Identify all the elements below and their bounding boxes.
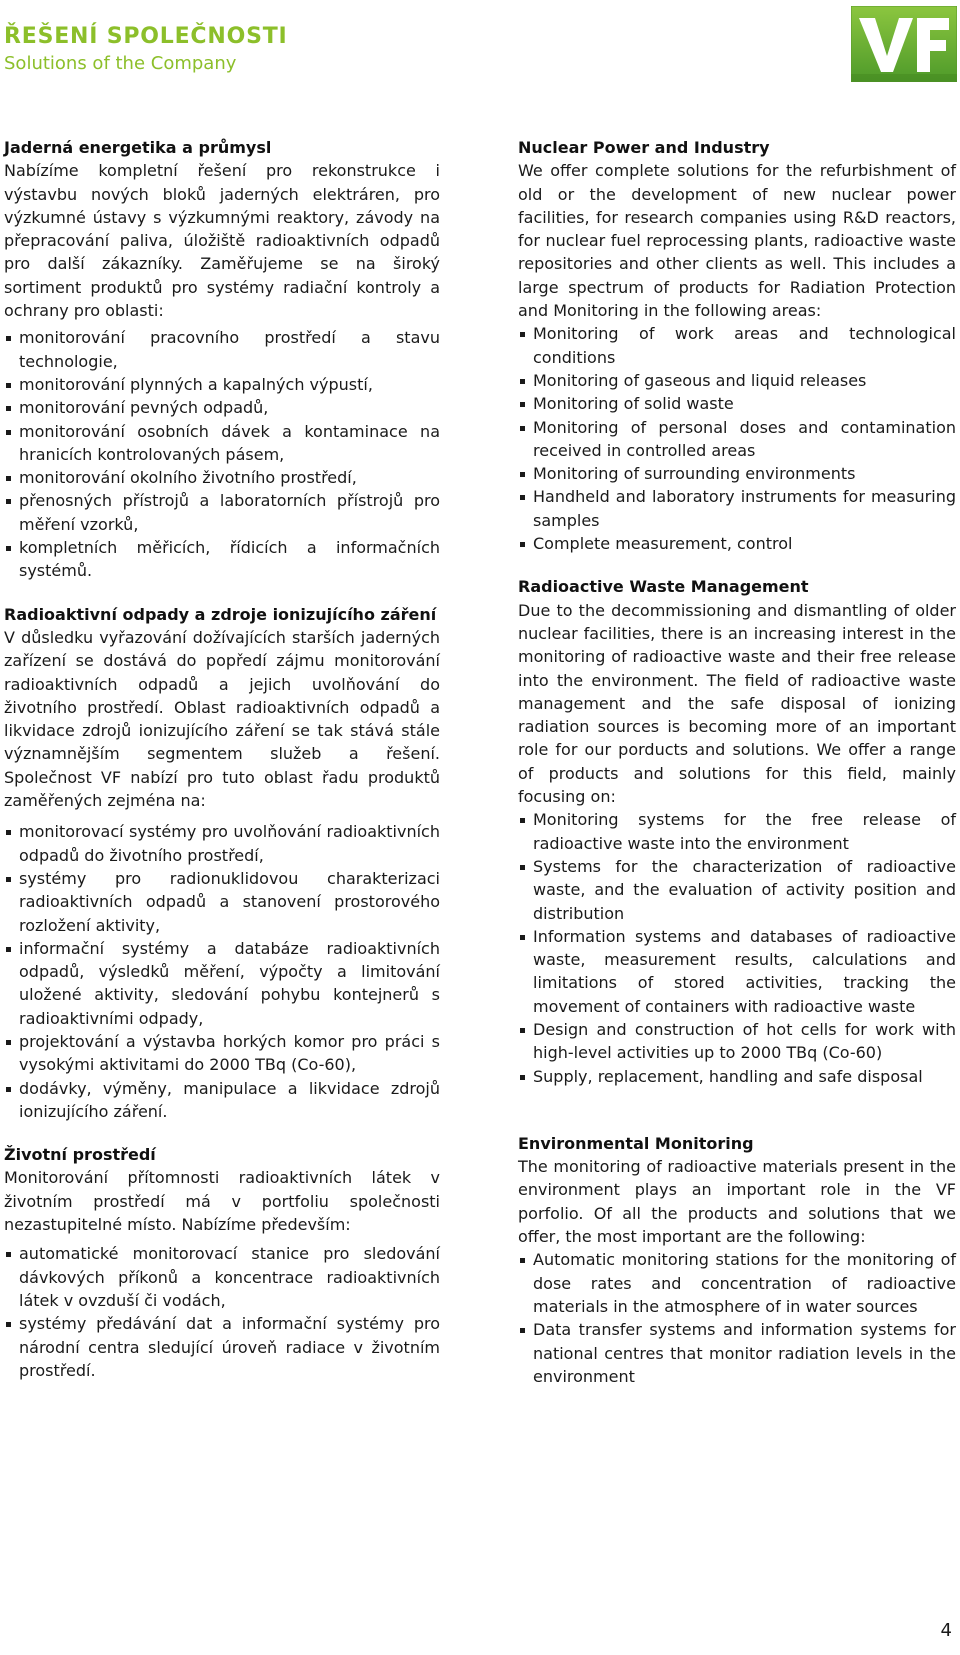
section-title: Radioaktivní odpady a zdroje ionizujícího záření <box>4 604 437 624</box>
list-item: Monitoring of personal doses and contamination received in controlled areas <box>518 416 956 463</box>
list-item: dodávky, výměny, manipulace a likvidace zdrojů ionizujícího záření. <box>4 1077 440 1124</box>
list-item: monitorovací systémy pro uvolňování radioaktivních odpadů do životního prostředí, <box>4 820 440 867</box>
section-nuclear-cz <box>4 136 440 583</box>
list-item: monitorování pevných odpadů, <box>4 396 440 419</box>
list-item: projektování a výstavba horkých komor pro práci s vysokými aktivitami do 2000 TBq (Co-60), <box>4 1030 440 1077</box>
list-item: kompletních měřicích, řídicích a informačních systémů. <box>4 536 440 583</box>
section-text: The monitoring of radioactive materials present in the environment plays an important role in the VF porfolio. Of all the products and solutions that we offer, the most important are the following: <box>518 1157 956 1247</box>
section-nuclear-en <box>518 136 956 555</box>
list-item: systémy předávání dat a informační systémy pro národní centra sledující úroveň radiace v životním prostředí. <box>4 1312 440 1382</box>
list-item: Monitoring of gaseous and liquid releases <box>518 369 956 392</box>
list-item: Monitoring of work areas and technological conditions <box>518 322 956 369</box>
list-item: monitorování okolního životního prostředí, <box>4 466 440 489</box>
section-text: V důsledku vyřazování dožívajících starších jaderných zařízení se dostává do popředí zájmu monitorování radioaktivních odpadů a jejich uvolňování do životního prostředí. Oblast radioaktivních odpadů a likvidace zdrojů ionizujícího záření se tak stává stále významnějším segmentem služeb a řešení. Společnost VF nabízí pro tuto oblast řadu produktů zaměřených zejména na: <box>4 627 440 811</box>
section-title: Nuclear Power and Industry <box>518 138 770 157</box>
list-item: Monitoring of surrounding environments <box>518 462 956 485</box>
section-title: Životní prostředí <box>4 1145 156 1165</box>
list-item: monitorování pracovního prostředí a stavu technologie, <box>4 326 440 373</box>
list-item: automatické monitorovací stanice pro sledování dávkových příkonů a koncentrace radioaktivních látek v ovzduší či vodách, <box>4 1242 440 1312</box>
list-item: Automatic monitoring stations for the monitoring of dose rates and concentration of radioactive materials in the atmosphere of in water sources <box>518 1248 956 1318</box>
list-item: Monitoring systems for the free release of radioactive waste into the environment <box>518 808 956 855</box>
list-item: informační systémy a databáze radioaktivních odpadů, výsledků měření, výpočty a limitování uložené aktivity, sledování pohybu kontejnerů s radioaktivními odpady, <box>4 937 440 1030</box>
section-text: Nabízíme kompletní řešení pro rekonstrukce i výstavbu nových bloků jaderných elektráren, pro výzkumné ústavy s výzkumnými reaktory, závody na přepracování paliva, úložiště radioaktivních odpadů pro další zákazníky. Zaměřujeme se na široký sortiment produktů pro systémy radiační kontroly a ochrany pro oblasti: <box>4 161 440 321</box>
section-text: We offer complete solutions for the refurbishment of old or the development of new nuclear power facilities, for research companies using R&D reactors, for nuclear fuel reprocessing plants, radioactive waste repositories and other clients as well. This includes a large spectrum of products for Radiation Protection and Monitoring in the following areas: <box>518 161 956 321</box>
right-column <box>518 136 956 1388</box>
section-title: Radioactive Waste Management <box>518 577 809 597</box>
section-text: Monitorování přítomnosti radioaktivních látek v životním prostředí má v portfoliu společnosti nezastupitelné místo. Nabízíme především: <box>4 1168 440 1235</box>
section-environment-cz <box>4 1143 440 1382</box>
list-item: Data transfer systems and information systems for national centres that monitor radiation levels in the environment <box>518 1318 956 1388</box>
bullet-list <box>518 808 956 1088</box>
section-title: Jaderná energetika a průmysl <box>4 138 272 157</box>
list-item: Design and construction of hot cells for work with high-level activities up to 2000 TBq (Co-60) <box>518 1018 956 1065</box>
section-environment-en <box>518 1132 956 1388</box>
bullet-list <box>518 1248 956 1388</box>
list-item: přenosných přístrojů a laboratorních přístrojů pro měření vzorků, <box>4 489 440 536</box>
page-number: 4 <box>940 1620 952 1641</box>
header-subtitle: Solutions of the Company <box>4 53 237 74</box>
section-title: Environmental Monitoring <box>518 1133 754 1153</box>
bullet-list <box>518 322 956 555</box>
bullet-list <box>4 820 440 1123</box>
list-item: Information systems and databases of radioactive waste, measurement results, calculations and limitations of stored activities, tracking the movement of containers with radioactive waste <box>518 925 956 1018</box>
header-title: ŘEŠENÍ SPOLEČNOSTI <box>4 24 288 49</box>
list-item: Complete measurement, control <box>518 532 956 555</box>
list-item: Monitoring of solid waste <box>518 392 956 415</box>
section-waste-cz <box>4 603 440 1124</box>
section-waste-en <box>518 575 956 1088</box>
bullet-list <box>4 1242 440 1382</box>
list-item: systémy pro radionuklidovou charakterizaci radioaktivních odpadů a stanovení prostorového rozložení aktivity, <box>4 867 440 937</box>
list-item: Systems for the characterization of radioactive waste, and the evaluation of activity position and distribution <box>518 855 956 925</box>
bullet-list <box>4 326 440 582</box>
list-item: Supply, replacement, handling and safe disposal <box>518 1065 956 1088</box>
vf-logo <box>851 6 957 82</box>
page-header <box>4 24 288 76</box>
list-item: Handheld and laboratory instruments for measuring samples <box>518 485 956 532</box>
list-item: monitorování plynných a kapalných výpustí, <box>4 373 440 396</box>
section-text: Due to the decommissioning and dismantling of older nuclear facilities, there is an increasing interest in the monitoring of radioactive waste and their free release into the environment. The field of radioactive waste management and the safe disposal of ionizing radiation sources is becoming more of an important role for our porducts and solutions. We offer a range of products and solutions for this field, mainly focusing on: <box>518 600 956 807</box>
left-column <box>4 136 440 1382</box>
list-item: monitorování osobních dávek a kontaminace na hranicích kontrolovaných pásem, <box>4 420 440 467</box>
